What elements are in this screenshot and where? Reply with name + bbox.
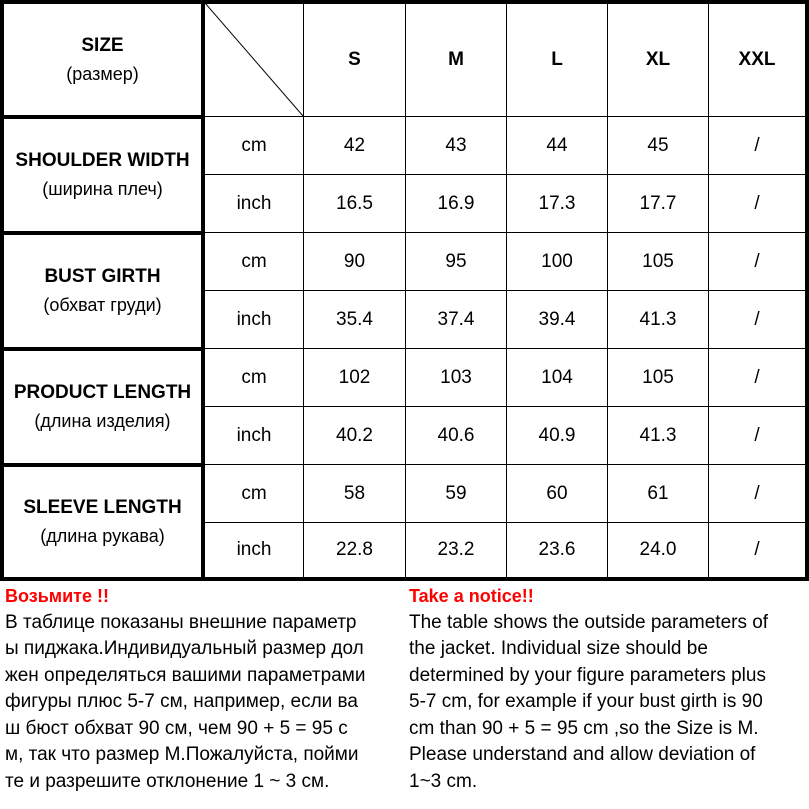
- value-cell: 35.4: [336, 308, 373, 330]
- value-cell: 61: [647, 482, 669, 504]
- measurement-name: BUST GIRTH: [44, 266, 161, 287]
- value-cell: /: [754, 308, 760, 330]
- notice-line: 5-7 cm, for example if your bust girth is 90: [409, 691, 763, 712]
- notice-line: determined by your figure parameters plus: [409, 664, 766, 686]
- unit-cell: cm: [241, 366, 267, 388]
- measurement-name-ru: (обхват груди): [43, 295, 162, 315]
- notice-line: 1~3 cm.: [409, 770, 478, 792]
- notice-title-en: Take a notice!!: [409, 586, 534, 606]
- value-cell: 60: [546, 482, 568, 504]
- value-cell: 103: [440, 366, 472, 388]
- notice-line: The table shows the outside parameters of: [409, 611, 769, 633]
- notice-line: the jacket. Individual size should be: [409, 638, 708, 659]
- value-cell: 37.4: [437, 308, 475, 330]
- notice-line: ы пиджака.Индивидуальный размер дол: [5, 638, 364, 659]
- value-cell: /: [754, 250, 760, 272]
- notice-line: фигуры плюс 5-7 см, например, если ва: [5, 691, 359, 712]
- value-cell: 23.2: [437, 539, 475, 560]
- measurement-label-sleeve: [4, 467, 201, 577]
- unit-cell: cm: [241, 134, 267, 156]
- value-cell: 17.7: [639, 192, 677, 214]
- unit-cell: inch: [236, 192, 272, 214]
- value-cell: 42: [343, 134, 366, 156]
- size-col-xxl: XXL: [738, 49, 776, 70]
- size-header-cell: [4, 4, 201, 115]
- measurement-name-ru: (длина изделия): [34, 411, 171, 431]
- notice-line: Please understand and allow deviation of: [409, 744, 756, 765]
- value-cell: 23.6: [538, 539, 576, 560]
- measurement-name: SHOULDER WIDTH: [15, 150, 190, 171]
- value-cell: 40.2: [336, 424, 373, 446]
- notice-line: ш бюст обхват 90 см, чем 90 + 5 = 95 с: [5, 717, 348, 739]
- value-cell: 105: [642, 250, 674, 272]
- notice-line: жен определяться вашими параметрами: [5, 664, 366, 686]
- notice-line: cm than 90 + 5 = 95 cm ,so the Size is M.: [409, 717, 759, 739]
- value-cell: 40.9: [538, 424, 576, 446]
- value-cell: 16.9: [437, 192, 475, 214]
- value-cell: 40.6: [437, 424, 475, 446]
- measurement-label-shoulder: [4, 119, 201, 231]
- value-cell: 102: [338, 366, 371, 388]
- value-cell: 100: [541, 250, 573, 272]
- value-cell: 24.0: [639, 539, 677, 560]
- size-col-m: M: [448, 49, 464, 70]
- value-cell: 41.3: [639, 424, 677, 446]
- notice-english: [409, 583, 809, 795]
- unit-cell: cm: [241, 250, 267, 272]
- value-cell: 22.8: [336, 539, 373, 560]
- measurement-label-bust: [4, 235, 201, 347]
- value-cell: 16.5: [336, 192, 373, 214]
- unit-cell: cm: [241, 482, 267, 504]
- notice-line: м, так что размер M.Пожалуйста, пойми: [5, 744, 359, 765]
- value-cell: 41.3: [639, 308, 677, 330]
- value-cell: 105: [642, 366, 674, 388]
- unit-cell: inch: [236, 424, 272, 446]
- value-cell: 59: [445, 482, 467, 504]
- measurement-name-ru: (длина рукава): [40, 526, 165, 546]
- size-col-l: L: [551, 49, 563, 70]
- notice-title-ru: Возьмите !!: [5, 586, 109, 606]
- value-cell: 104: [541, 366, 573, 388]
- value-cell: /: [754, 134, 760, 156]
- value-cell: 45: [647, 134, 669, 156]
- size-header-subtitle: (размер): [66, 63, 139, 84]
- notice-russian: [5, 583, 405, 795]
- unit-cell: inch: [236, 539, 272, 560]
- size-col-xl: XL: [645, 49, 671, 70]
- value-cell: /: [754, 424, 760, 446]
- measurement-label-length: [4, 351, 201, 463]
- table-border-right: [805, 0, 809, 581]
- diagonal-divider: [205, 3, 305, 116]
- value-cell: /: [754, 539, 760, 560]
- unit-cell: inch: [236, 308, 272, 330]
- notice-line: В таблице показаны внешние параметр: [5, 611, 357, 633]
- value-cell: /: [754, 366, 760, 388]
- size-header-title: SIZE: [81, 34, 124, 56]
- value-cell: 44: [546, 134, 568, 156]
- size-col-s: S: [348, 49, 361, 70]
- value-cell: 43: [445, 134, 467, 156]
- value-cell: 39.4: [538, 308, 576, 330]
- measurement-name-ru: (ширина плеч): [42, 179, 163, 199]
- value-cell: 58: [343, 482, 366, 504]
- value-cell: 95: [445, 250, 467, 272]
- value-cell: 17.3: [538, 192, 576, 214]
- value-cell: /: [754, 482, 760, 504]
- notice-line: те и разрешите отклонение 1 ~ 3 см.: [5, 770, 330, 792]
- value-cell: 90: [343, 250, 366, 272]
- value-cell: /: [754, 192, 760, 214]
- measurement-name: PRODUCT LENGTH: [13, 382, 192, 403]
- measurement-name: SLEEVE LENGTH: [23, 497, 182, 518]
